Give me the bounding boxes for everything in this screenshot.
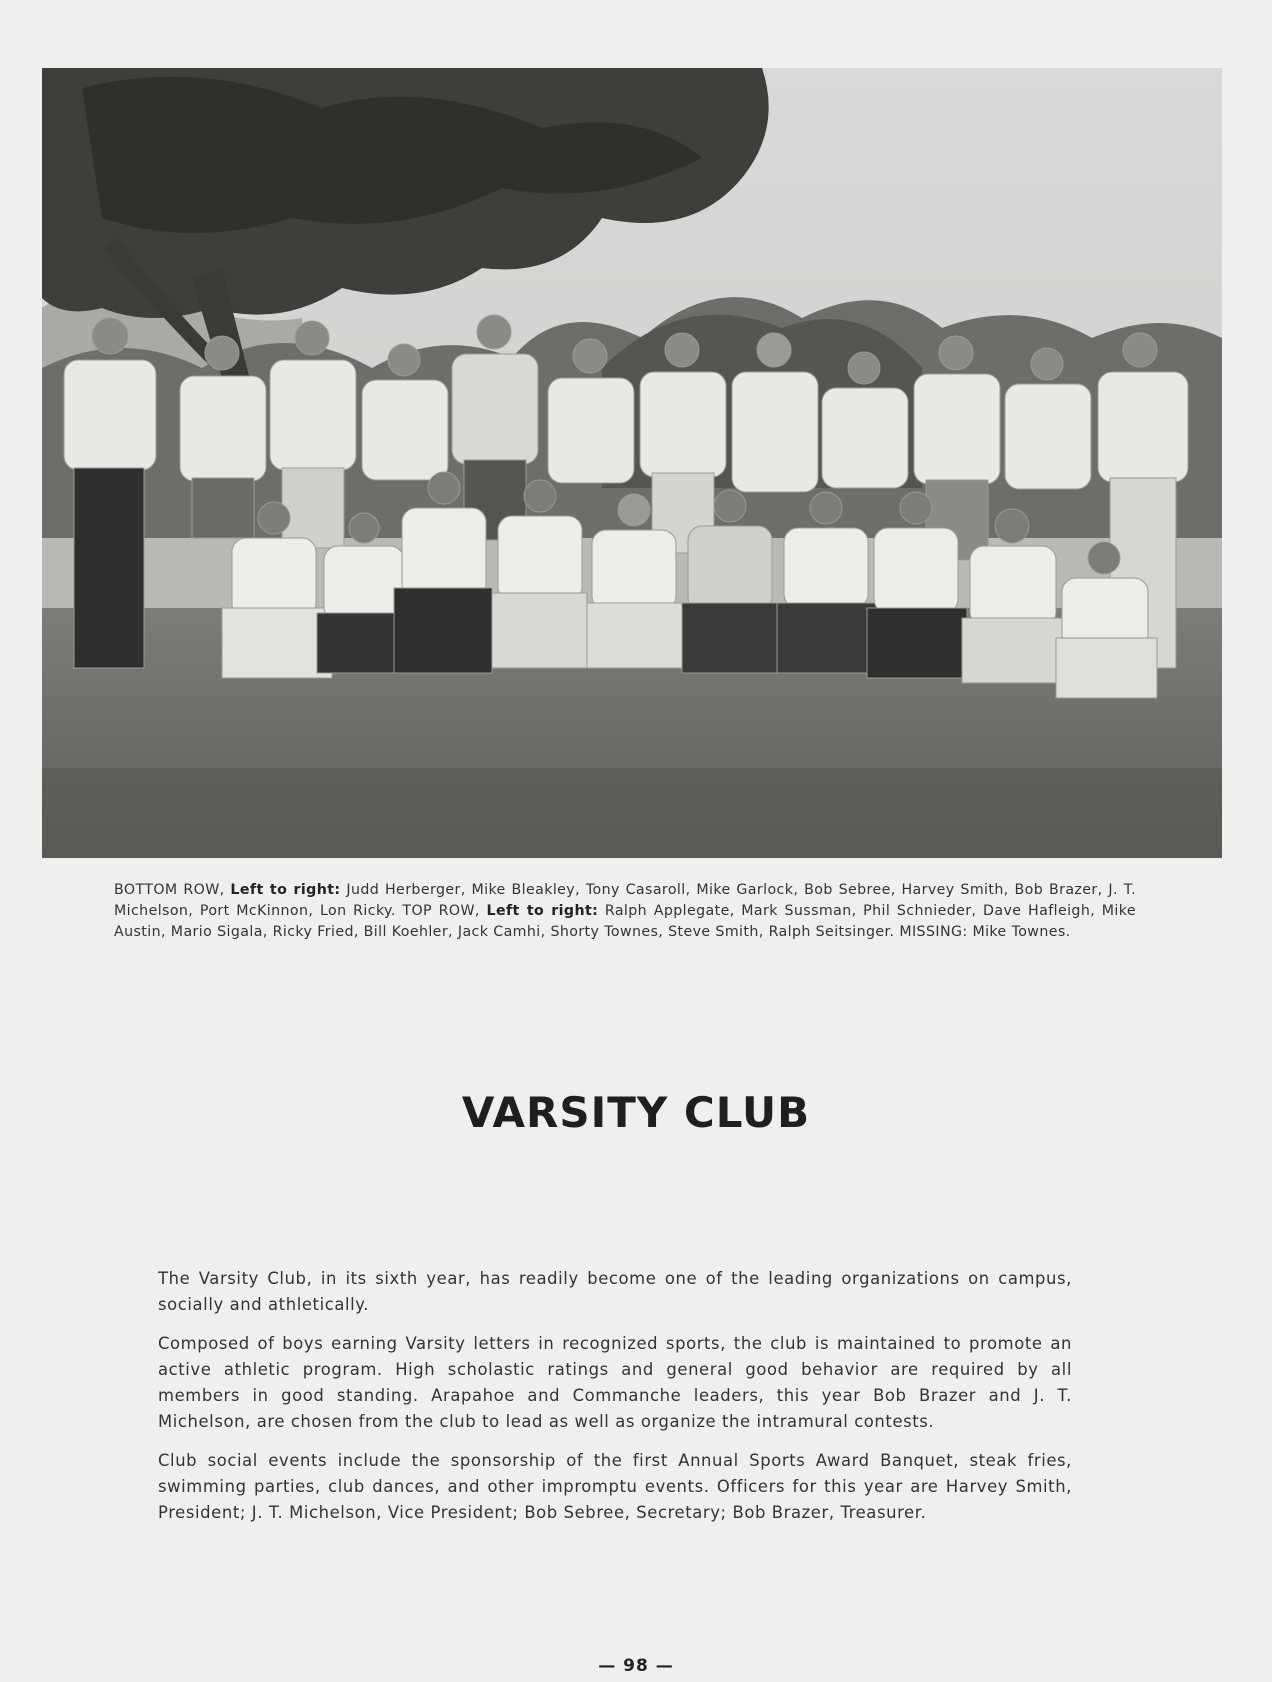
page-title: VARSITY CLUB xyxy=(461,1088,811,1137)
photo-caption xyxy=(114,880,1136,943)
page-number: — 98 — xyxy=(598,1656,674,1676)
top-row-names: Ralph Applegate, Mark Sussman, Phil Schnieder, Dave Hafleigh, Mike Austin, Mario Sigala, Ricky Fried, Bill Koehler, Jack Camhi, Shorty Townes, Steve Smith, Ralph Seitsinger. xyxy=(114,903,1137,940)
paragraph: The Varsity Club, in its sixth year, has readily become one of the leading organizations on campus, socially and athletically. xyxy=(158,1269,1072,1314)
bottom-row-label: BOTTOM ROW, xyxy=(114,882,225,898)
article-body xyxy=(158,1266,1072,1539)
left-to-right-label: Left to right: xyxy=(230,882,341,898)
paragraph: Composed of boys earning Varsity letters in recognized sports, the club is maintained to promote an active athletic program. High scholastic ratings and general good behavior are required by all members in good standing. Arapahoe and Commanche leaders, this year Bob Brazer and J. T. Michelson, are chosen from the club to lead as well as organize the intramural contests. xyxy=(158,1334,1072,1431)
group-photo-icon xyxy=(42,68,1222,858)
top-row-label: TOP ROW, xyxy=(402,903,480,919)
left-to-right-label: Left to right: xyxy=(486,903,599,919)
bottom-row-names: Judd Herberger, Mike Bleakley, Tony Casaroll, Mike Garlock, Bob Sebree, Harvey Smith, Bob Brazer, J. T. Michelson, Port McKinnon, Lon Ricky. xyxy=(114,882,1137,919)
paragraph: Club social events include the sponsorship of the first Annual Sports Award Banquet, steak fries, swimming parties, club dances, and other impromptu events. Officers for this year are Harvey Smith, President; J. T. Michelson, Vice President; Bob Sebree, Secretary; Bob Brazer, Treasurer. xyxy=(158,1451,1072,1522)
group-photo xyxy=(42,68,1222,858)
missing-note: MISSING: Mike Townes. xyxy=(899,924,1071,940)
